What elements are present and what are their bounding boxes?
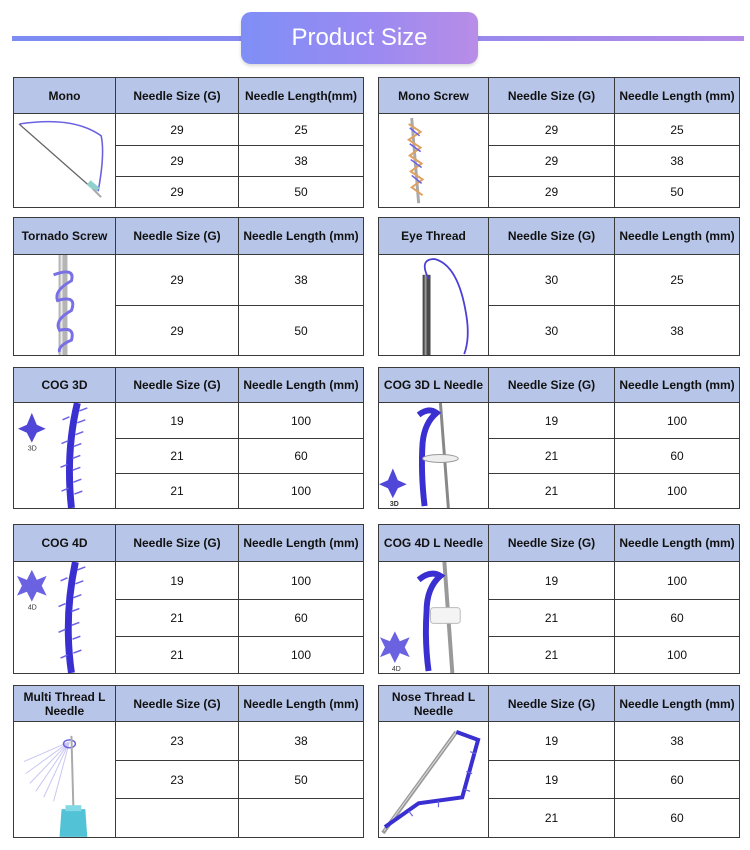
nose-thread-needle-icon bbox=[379, 722, 488, 837]
needle-size: 29 bbox=[489, 177, 615, 208]
needle-length: 100 bbox=[239, 474, 364, 509]
needle-length: 38 bbox=[615, 146, 740, 177]
product-name: Multi Thread L Needle bbox=[14, 686, 116, 722]
needle-length: 100 bbox=[239, 562, 364, 600]
spec-table-multi-thread-l-needle bbox=[13, 685, 364, 838]
needle-size: 23 bbox=[116, 761, 239, 799]
product-name: Nose Thread L Needle bbox=[379, 686, 489, 722]
tornado-screw-icon bbox=[14, 255, 115, 355]
needle-length: 25 bbox=[239, 114, 364, 146]
needle-size: 29 bbox=[116, 306, 239, 356]
col-needle-size: Needle Size (G) bbox=[116, 78, 239, 114]
col-needle-size: Needle Size (G) bbox=[489, 78, 615, 114]
col-needle-length: Needle Length (mm) bbox=[239, 368, 364, 403]
needle-size: 21 bbox=[116, 600, 239, 637]
needle-length: 100 bbox=[615, 637, 740, 674]
spec-table-cog-4d-l-needle bbox=[378, 524, 740, 674]
spec-table-mono bbox=[13, 77, 364, 208]
needle-length: 60 bbox=[615, 600, 740, 637]
needle-size: 21 bbox=[489, 799, 615, 838]
needle-length: 38 bbox=[239, 722, 364, 761]
needle-size: 19 bbox=[489, 761, 615, 799]
product-image-cog-3d bbox=[14, 403, 116, 509]
needle-length: 100 bbox=[239, 637, 364, 674]
needle-size: 29 bbox=[116, 255, 239, 306]
needle-length: 100 bbox=[239, 403, 364, 439]
multi-thread-needle-icon bbox=[14, 722, 115, 837]
needle-size: 21 bbox=[116, 637, 239, 674]
product-image-multi-thread bbox=[14, 722, 116, 838]
needle-size: 19 bbox=[489, 562, 615, 600]
cog-3d-thread-icon bbox=[14, 403, 115, 508]
needle-size: 30 bbox=[489, 255, 615, 306]
cog-3d-l-needle-icon bbox=[379, 403, 488, 508]
needle-length: 100 bbox=[615, 474, 740, 509]
spec-table-cog-3d bbox=[13, 367, 364, 509]
badge-label: 4D bbox=[391, 666, 401, 673]
needle-size: 23 bbox=[116, 722, 239, 761]
product-name: Mono Screw bbox=[379, 78, 489, 114]
needle-length: 50 bbox=[239, 177, 364, 208]
cog-4d-thread-icon bbox=[14, 562, 115, 673]
spec-table-cog-3d-l-needle bbox=[378, 367, 740, 509]
needle-size: 19 bbox=[116, 562, 239, 600]
product-name: Mono bbox=[14, 78, 116, 114]
col-needle-length: Needle Length (mm) bbox=[239, 218, 364, 255]
col-needle-size: Needle Size (G) bbox=[489, 218, 615, 255]
needle-length: 60 bbox=[615, 799, 740, 838]
needle-length: 60 bbox=[239, 439, 364, 474]
eye-thread-icon bbox=[379, 255, 488, 355]
needle-size: 21 bbox=[489, 439, 615, 474]
cog-4d-l-needle-icon bbox=[379, 562, 488, 673]
needle-length: 38 bbox=[239, 255, 364, 306]
product-image-cog-4d-l-needle bbox=[379, 562, 489, 674]
col-needle-length: Needle Length (mm) bbox=[615, 686, 740, 722]
needle-size bbox=[116, 799, 239, 838]
needle-size: 29 bbox=[116, 114, 239, 146]
banner-title: Product Size bbox=[241, 12, 478, 64]
col-needle-size: Needle Size (G) bbox=[489, 686, 615, 722]
badge-label: 3D bbox=[389, 501, 399, 509]
col-needle-length: Needle Length (mm) bbox=[239, 686, 364, 722]
col-needle-length: Needle Length (mm) bbox=[615, 368, 740, 403]
spec-table-cog-4d bbox=[13, 524, 364, 674]
needle-length: 38 bbox=[615, 722, 740, 761]
needle-size: 29 bbox=[489, 146, 615, 177]
col-needle-size: Needle Size (G) bbox=[116, 368, 239, 403]
col-needle-length: Needle Length (mm) bbox=[239, 525, 364, 562]
needle-size: 19 bbox=[116, 403, 239, 439]
spec-table-nose-thread-l-needle bbox=[378, 685, 740, 838]
product-name: Eye Thread bbox=[379, 218, 489, 255]
needle-size: 21 bbox=[116, 474, 239, 509]
needle-length: 38 bbox=[239, 146, 364, 177]
col-needle-length: Needle Length (mm) bbox=[615, 525, 740, 562]
needle-size: 21 bbox=[489, 474, 615, 509]
product-name: COG 4D bbox=[14, 525, 116, 562]
spec-table-mono-screw bbox=[378, 77, 740, 208]
product-image-tornado-screw bbox=[14, 255, 116, 356]
col-needle-size: Needle Size (G) bbox=[489, 368, 615, 403]
col-needle-size: Needle Size (G) bbox=[116, 686, 239, 722]
product-image-nose-thread bbox=[379, 722, 489, 838]
col-needle-length: Needle Length (mm) bbox=[615, 218, 740, 255]
product-name: COG 3D L Needle bbox=[379, 368, 489, 403]
needle-length: 60 bbox=[615, 439, 740, 474]
needle-length: 50 bbox=[615, 177, 740, 208]
screw-needle-icon bbox=[379, 114, 488, 207]
mono-needle-icon bbox=[14, 114, 115, 207]
col-needle-size: Needle Size (G) bbox=[116, 525, 239, 562]
needle-size: 21 bbox=[116, 439, 239, 474]
needle-size: 19 bbox=[489, 722, 615, 761]
product-image-mono-screw bbox=[379, 114, 489, 208]
needle-size: 30 bbox=[489, 306, 615, 356]
needle-length: 100 bbox=[615, 403, 740, 439]
product-name: COG 4D L Needle bbox=[379, 525, 489, 562]
needle-size: 29 bbox=[116, 177, 239, 208]
needle-length: 60 bbox=[239, 600, 364, 637]
needle-length bbox=[239, 799, 364, 838]
spec-table-eye-thread bbox=[378, 217, 740, 356]
needle-length: 50 bbox=[239, 761, 364, 799]
needle-length: 50 bbox=[239, 306, 364, 356]
needle-length: 25 bbox=[615, 114, 740, 146]
needle-length: 100 bbox=[615, 562, 740, 600]
needle-size: 29 bbox=[116, 146, 239, 177]
needle-size: 21 bbox=[489, 637, 615, 674]
needle-length: 60 bbox=[615, 761, 740, 799]
col-needle-length: Needle Length (mm) bbox=[615, 78, 740, 114]
needle-length: 25 bbox=[615, 255, 740, 306]
product-image-cog-3d-l-needle bbox=[379, 403, 489, 509]
col-needle-size: Needle Size (G) bbox=[116, 218, 239, 255]
product-name: COG 3D bbox=[14, 368, 116, 403]
col-needle-size: Needle Size (G) bbox=[489, 525, 615, 562]
needle-size: 19 bbox=[489, 403, 615, 439]
badge-label: 3D bbox=[27, 445, 37, 453]
product-image-mono bbox=[14, 114, 116, 208]
spec-table-tornado-screw bbox=[13, 217, 364, 356]
badge-label: 4D bbox=[27, 604, 37, 612]
product-image-eye-thread bbox=[379, 255, 489, 356]
needle-size: 29 bbox=[489, 114, 615, 146]
needle-size: 21 bbox=[489, 600, 615, 637]
product-name: Tornado Screw bbox=[14, 218, 116, 255]
needle-length: 38 bbox=[615, 306, 740, 356]
col-needle-length: Needle Length(mm) bbox=[239, 78, 364, 114]
product-image-cog-4d bbox=[14, 562, 116, 674]
